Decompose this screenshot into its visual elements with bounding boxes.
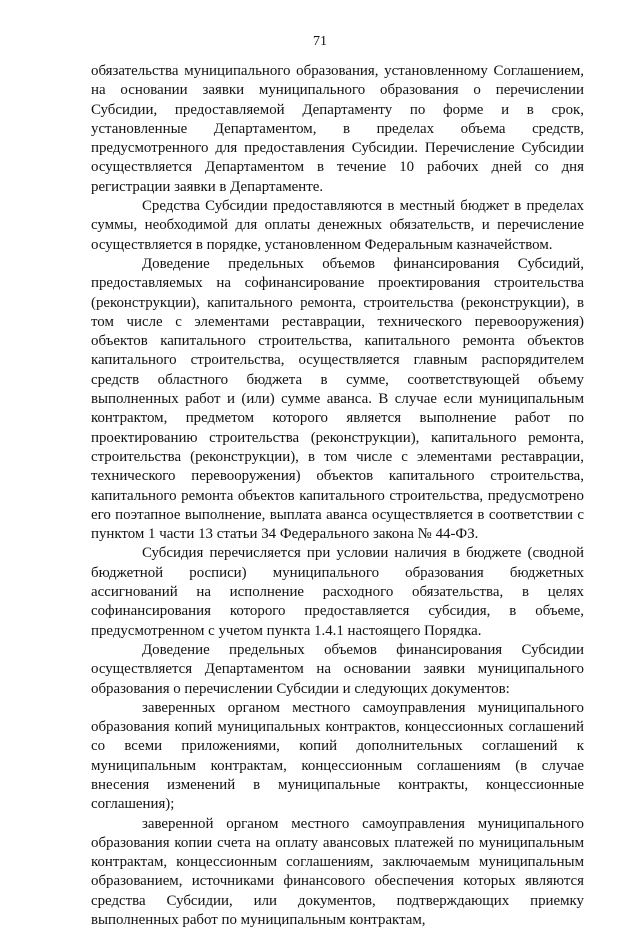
- paragraph: Доведение предельных объемов финансирования Субсидий, предоставляемых на софинансирование проектирования строительства (реконструкции), капитального ремонта, строительства (реконструкции), в том числе с элементами реставрации, технического перевооружения) объектов капитального строительства, капитального ремонта объектов капитального строительства, осуществляется главным распорядителем средств областного бюджета в сумме, соответствующей объему выполненных работ и (или) сумме аванса. В случае если муниципальным контрактом, предметом которого является выполнение работ по проектированию строительства (реконструкции), капитального ремонта, строительства (реконструкции), в том числе с элементами реставрации, технического перевооружения) объектов капитального строительства, капитального ремонта объектов капитального строительства, предусмотрено его поэтапное выполнение, выплата аванса осуществляется в соответствии с пунктом 1 части 13 статьи 34 Федерального закона № 44-ФЗ.: [91, 255, 584, 543]
- page-number: 71: [313, 34, 327, 49]
- document-body: [91, 62, 584, 930]
- paragraph: Субсидия перечисляется при условии наличия в бюджете (сводной бюджетной росписи) муниципального образования бюджетных ассигнований на исполнение расходного обязательства, в целях софинансирования которого предоставляется субсидия, в объеме, предусмотренном с учетом пункта 1.4.1 настоящего Порядка.: [91, 545, 584, 639]
- paragraph: Доведение предельных объемов финансирования Субсидии осуществляется Департаментом на основании заявки муниципального образования о перечислении Субсидии и следующих документов:: [91, 641, 584, 697]
- paragraph: Средства Субсидии предоставляются в местный бюджет в пределах суммы, необходимой для оплаты денежных обязательств, и перечисление осуществляется в порядке, установленном Федеральным казначейством.: [91, 198, 584, 253]
- paragraph: обязательства муниципального образования, установленному Соглашением, на основании заявки муниципального образования о перечислении Субсидии, предоставляемой Департаменту по форме и в срок, установленные Департаментом, в пределах объема средств, предусмотренного для предоставления Субсидии. Перечисление Субсидии осуществляется Департаментом в течение 10 рабочих дней со дня регистрации заявки в Департаменте.: [91, 63, 584, 195]
- paragraph: заверенной органом местного самоуправления муниципального образования копии счета на оплату авансовых платежей по муниципальным контрактам, концессионным соглашениям, заключаемым муниципальным образованием, источниками финансового обеспечения которых являются средства Субсидии, или документов, подтверждающих приемку выполненных работ по муниципальным контрактам,: [91, 815, 584, 929]
- paragraph: заверенных органом местного самоуправления муниципального образования копий муниципальных контрактов, концессионных соглашений со всеми приложениями, копий дополнительных соглашений к муниципальным контрактам, концессионным соглашениям (в случае внесения изменений в муниципальные контракты, концессионные соглашения);: [91, 699, 584, 813]
